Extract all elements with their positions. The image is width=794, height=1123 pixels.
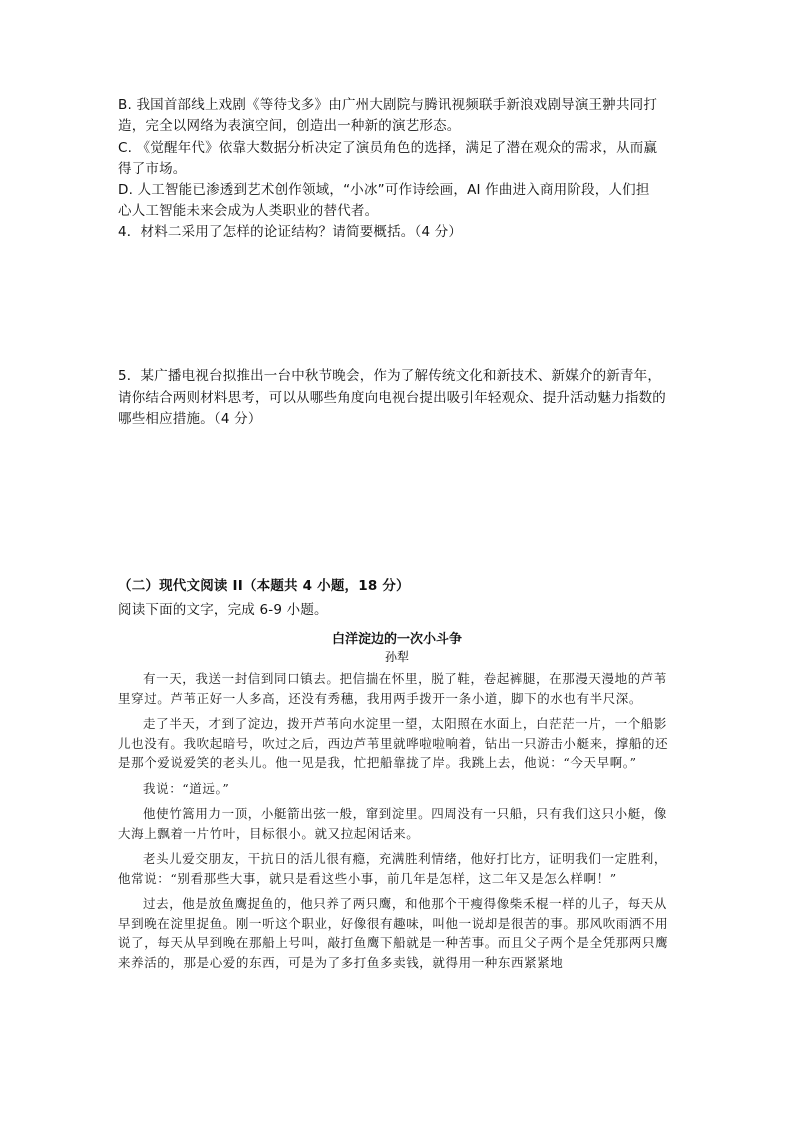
story-paragraph: 过去，他是放鱼鹰捉鱼的，他只养了两只鹰，和他那个干瘦得像柴禾棍一样的儿子，每天从早到晚在淀里捉鱼。刚一听这个职业，好像很有趣味，叫他一说却是很苦的事。那风吹雨洒不用说了，每天从早到晚在那船上号叫，敲打鱼鹰下船就是一种苦事。而且父子两个是全凭那两只鹰来养活的，那是心爱的东西，可是为了多打鱼多卖钱，就得用一种东西紧紧地: [118, 896, 669, 970]
story-paragraph: 有一天，我送一封信到同口镇去。把信揣在怀里，脱了鞋，卷起裤腿，在那漫天漫地的芦苇里穿过。芦苇正好一人多高，还没有秀穗，我用两手拨开一条小道，脚下的水也有半尺深。: [118, 671, 668, 706]
story-paragraph: 走了半天，才到了淀边，拨开芦苇向水淀里一望，太阳照在水面上，白茫茫一片，一个船影儿也没有。我吹起暗号，吹过之后，西边芦苇里就哗啦啦响着，钻出一只游击小艇来，撑船的还是那个爱说爱笑的老头儿。他一见是我，忙把船靠拢了岸。我跳上去，他说：“今天早啊。”: [118, 716, 669, 770]
q3-option-c-line-1: C. 《觉醒年代》依靠大数据分析决定了演员角色的选择，满足了潜在观众的需求，从而赢: [118, 140, 658, 156]
question-4: 4．材料二采用了怎样的论证结构？请简要概括。（4 分）: [118, 224, 463, 240]
q3-option-b-line-2: 造，完全以网络为表演空间，创造出一种新的演艺形态。: [118, 118, 461, 134]
q3-option-c-line-2: 得了市场。: [118, 161, 187, 177]
story-paragraph: 他使竹篙用力一顶，小艇箭出弦一般，窜到淀里。四周没有一只船，只有我们这只小艇，像大海上飘着一片竹叶，目标很小。就又拉起闲话来。: [118, 806, 668, 841]
question-5-line-1: 5．某广播电视台拟推出一台中秋节晚会，作为了解传统文化和新技术、新媒介的新青年，: [118, 368, 662, 384]
story-body: [118, 669, 678, 972]
story-author: 孙犁: [384, 650, 409, 664]
story-paragraph: 老头儿爱交朋友，干抗日的活儿很有瘾，充满胜利情绪，他好打比方，证明我们一定胜利，他常说：“别看那些大事，就只是看这些小事，前几年是怎样，这二年又是怎么样啊！”: [118, 851, 668, 886]
q3-option-b-line-1: B. 我国首部线上戏剧《等待戈多》由广州大剧院与腾讯视频联手新浪戏剧导演王翀共同打: [118, 97, 658, 113]
section-instruction: 阅读下面的文字，完成 6-9 小题。: [118, 602, 328, 618]
section-heading: （二）现代文阅读 II（本题共 4 小题，18 分）: [118, 578, 410, 594]
question-5-line-3: 哪些相应措施。（4 分）: [118, 411, 262, 427]
story-paragraph: 我说：“道远。”: [143, 780, 230, 796]
story-title: 白洋淀边的一次小斗争: [331, 632, 462, 647]
question-5-line-2: 请你结合两则材料思考，可以从哪些角度向电视台提出吸引年轻观众、提升活动魅力指数的: [118, 390, 666, 406]
q3-option-d-line-2: 心人工智能未来会成为人类职业的替代者。: [118, 203, 379, 219]
q3-option-d-line-1: D. 人工智能已渗透到艺术创作领域，“小冰”可作诗绘画，AI 作曲进入商用阶段，人们担: [118, 182, 650, 198]
